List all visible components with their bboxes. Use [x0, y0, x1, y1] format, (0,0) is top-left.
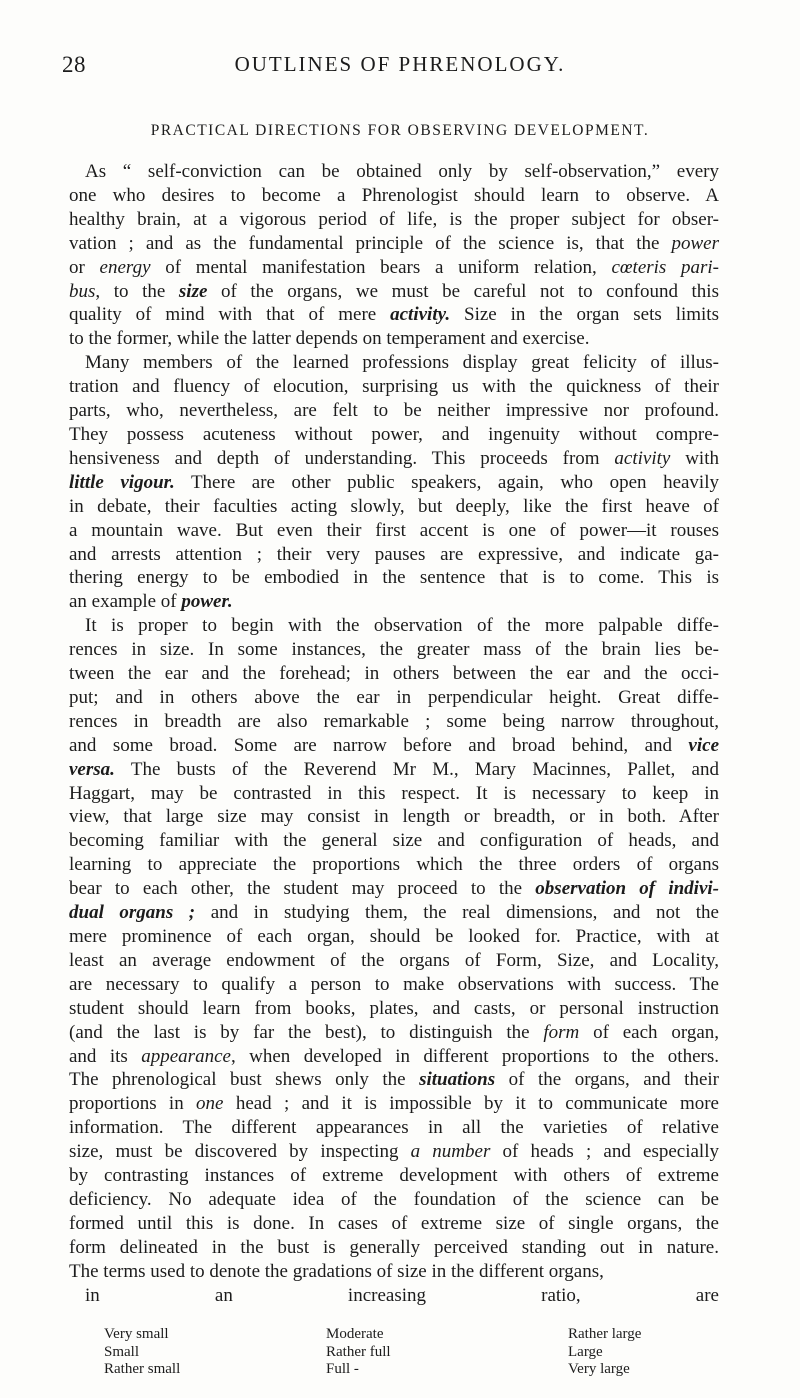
- text-line: [69, 208, 719, 232]
- emphasis-text: vice: [688, 734, 719, 756]
- emphasis-text: energy: [99, 256, 151, 278]
- text-line: [69, 423, 719, 447]
- text-run: bear to each other, the student may proceed to the: [69, 878, 536, 900]
- text-run: or: [69, 256, 100, 278]
- text-line: [69, 184, 719, 208]
- text-run: proportions in: [69, 1093, 197, 1115]
- text-line: [69, 543, 719, 567]
- emphasis-text: one: [196, 1093, 224, 1115]
- emphasis-text: observation of indivi-: [535, 878, 719, 900]
- text-run: a mountain wave. But even their first accent is one of power—it rouses: [69, 519, 719, 541]
- text-line: [69, 853, 719, 877]
- emphasis-text: cœteris pari-: [611, 256, 720, 278]
- text-line: [69, 686, 719, 710]
- emphasis-text: size: [178, 280, 208, 302]
- text-line: [69, 710, 719, 734]
- text-line: [69, 1236, 719, 1260]
- text-line: [69, 447, 719, 471]
- text-line: [69, 805, 719, 829]
- text-line: [69, 662, 719, 686]
- text-line: [69, 1116, 719, 1140]
- text-run: formed until this is done. In cases of extreme size of single organs, the: [69, 1212, 719, 1234]
- text-run: Many members of the learned professions display great felicity of illus-: [85, 352, 719, 374]
- text-line: [69, 327, 719, 351]
- text-run: It is proper to begin with the observation of the more palpable diffe-: [85, 615, 719, 637]
- text-run: tration and fluency of elocution, surprising us with the quickness of their: [69, 376, 719, 398]
- body-text: [69, 160, 719, 1308]
- text-run: form delineated in the bust is generally perceived standing out in nature.: [69, 1236, 719, 1258]
- emphasis-text: activity.: [390, 304, 451, 326]
- text-line: [69, 495, 719, 519]
- text-run: healthy brain, at a vigorous period of life, is the proper subject for obser-: [69, 208, 719, 230]
- text-run: one who desires to become a Phrenologist should learn to observe. A: [69, 184, 719, 206]
- emphasis-text: a number: [410, 1141, 491, 1163]
- emphasis-text: power.: [181, 591, 233, 613]
- text-run: of each organ,: [579, 1021, 719, 1043]
- text-line: [69, 949, 719, 973]
- text-run: deficiency. No adequate idea of the foundation of the science can be: [69, 1188, 719, 1210]
- size-term: Rather large: [568, 1326, 642, 1342]
- text-run: size, must be discovered by inspecting: [69, 1141, 411, 1163]
- text-line: [69, 997, 719, 1021]
- text-line: [69, 375, 719, 399]
- text-line: [69, 829, 719, 853]
- size-gradation-table: [104, 1326, 724, 1379]
- text-line: [69, 566, 719, 590]
- size-term: Moderate: [326, 1326, 384, 1342]
- text-run: There are other public speakers, again, who open heavily: [174, 471, 719, 493]
- text-run: of the organs, we must be careful not to confound this: [207, 280, 719, 302]
- emphasis-text: bus: [69, 280, 96, 302]
- page-number: 28: [62, 52, 86, 77]
- text-line: [69, 1045, 719, 1069]
- size-term: Large: [568, 1343, 603, 1360]
- size-term: Very large: [568, 1361, 630, 1377]
- text-run: vation ; and as the fundamental principle of the science is, that the: [69, 232, 672, 254]
- text-line: [69, 758, 719, 782]
- running-title: OUTLINES OF PHRENOLOGY.: [234, 52, 566, 76]
- text-run: parts, who, nevertheless, are felt to be neither impressive nor profound.: [69, 400, 719, 422]
- text-line: [69, 1212, 719, 1236]
- text-run: of heads ; and especially: [490, 1141, 719, 1163]
- text-run: Size in the organ sets limits: [450, 304, 719, 326]
- text-run: The terms used to denote the gradations of size in the different organs,: [69, 1260, 604, 1282]
- text-line: [69, 160, 719, 184]
- text-run: are necessary to qualify a person to make observations with success. The: [69, 973, 719, 995]
- text-run: information. The different appearances in all the varieties of relative: [69, 1117, 719, 1139]
- text-run: view, that large size may consist in length or breadth, or in both. After: [69, 806, 719, 828]
- text-line: [69, 232, 719, 256]
- text-run: As “ self-conviction can be obtained only by self-observation,” every: [85, 161, 719, 182]
- text-run: student should learn from books, plates, and casts, or personal instruction: [69, 997, 719, 1019]
- text-line: [69, 399, 719, 423]
- text-run: an example of: [69, 591, 182, 613]
- size-term: Rather small: [104, 1361, 181, 1377]
- text-run: in debate, their faculties acting slowly, but deeply, like the first heave of: [69, 495, 719, 517]
- text-line: [69, 590, 719, 614]
- size-term: Full -: [326, 1361, 359, 1377]
- text-run: and some broad. Some are narrow before and broad behind, and: [69, 734, 689, 756]
- text-run: hensiveness and depth of understanding. This proceeds from: [69, 447, 615, 469]
- text-line: [69, 901, 719, 925]
- emphasis-text: dual organs ;: [69, 902, 196, 924]
- text-run: head ; and it is impossible by it to communicate more: [223, 1093, 719, 1115]
- text-line: [69, 734, 719, 758]
- text-line: [69, 471, 719, 495]
- text-run: The phrenological bust shews only the: [69, 1069, 420, 1091]
- emphasis-text: appearance: [141, 1045, 231, 1067]
- text-run: and arrests attention ; their very pauses are expressive, and indicate ga-: [69, 543, 719, 565]
- text-line: [69, 1140, 719, 1164]
- text-line: [69, 351, 719, 375]
- text-line: [69, 1021, 719, 1045]
- text-run: tween the ear and the forehead; in others between the ear and the occi-: [69, 663, 719, 685]
- text-run: with: [670, 447, 719, 469]
- emphasis-text: versa.: [69, 758, 115, 780]
- text-run: in an increasing ratio, are: [85, 1284, 719, 1306]
- text-run: The busts of the Reverend Mr M., Mary Macinnes, Pallet, and: [114, 758, 719, 780]
- emphasis-text: situations: [419, 1069, 496, 1091]
- text-run: and its: [69, 1045, 142, 1067]
- text-run: , when developed in different proportions to the others.: [230, 1045, 719, 1067]
- text-run: to the former, while the latter depends on temperament and exercise.: [69, 328, 590, 350]
- text-run: They possess acuteness without power, and ingenuity without compre-: [69, 423, 719, 445]
- text-line: [69, 1284, 719, 1308]
- emphasis-text: activity: [614, 447, 671, 469]
- text-run: of mental manifestation bears a uniform relation,: [150, 256, 612, 278]
- page-header: [0, 52, 800, 86]
- text-line: [69, 1188, 719, 1212]
- text-run: learning to appreciate the proportions which the three orders of organs: [69, 854, 719, 876]
- text-run: (and the last is by far the best), to distinguish the: [69, 1021, 544, 1043]
- text-line: [69, 519, 719, 543]
- text-line: [69, 280, 719, 304]
- text-line: [69, 925, 719, 949]
- text-run: , to the: [95, 280, 179, 302]
- size-term-column: [104, 1326, 326, 1379]
- text-line: [69, 1260, 719, 1284]
- text-run: becoming familiar with the general size and configuration of heads, and: [69, 830, 719, 852]
- text-line: [69, 1068, 719, 1092]
- text-line: [69, 782, 719, 806]
- text-line: [69, 638, 719, 662]
- text-run: quality of mind with that of mere: [69, 304, 391, 326]
- text-run: Haggart, may be contrasted in this respect. It is necessary to keep in: [69, 782, 719, 804]
- text-line: [69, 1092, 719, 1116]
- size-term: Rather full: [326, 1343, 391, 1360]
- text-line: [69, 973, 719, 997]
- text-run: thering energy to be embodied in the sentence that is to come. This is: [69, 567, 719, 589]
- size-term-column: [326, 1326, 568, 1379]
- text-run: least an average endowment of the organs of Form, Size, and Locality,: [69, 949, 719, 971]
- size-term: Very small: [104, 1326, 169, 1342]
- emphasis-text: little vigour.: [69, 471, 175, 493]
- size-term: Small: [104, 1343, 140, 1360]
- text-line: [69, 614, 719, 638]
- text-line: [69, 877, 719, 901]
- emphasis-text: form: [543, 1021, 580, 1043]
- text-run: by contrasting instances of extreme development with others of extreme: [69, 1165, 719, 1187]
- text-run: and in studying them, the real dimensions, and not the: [195, 902, 719, 924]
- size-term-column: [568, 1326, 724, 1379]
- text-run: rences in size. In some instances, the greater mass of the brain lies be-: [69, 639, 719, 661]
- text-line: [69, 1164, 719, 1188]
- text-run: mere prominence of each organ, should be looked for. Practice, with at: [69, 926, 719, 947]
- text-line: [69, 303, 719, 327]
- emphasis-text: power: [671, 232, 719, 254]
- text-run: of the organs, and their: [495, 1069, 720, 1091]
- text-run: put; and in others above the ear in perpendicular height. Great diffe-: [69, 686, 719, 708]
- text-line: [69, 256, 719, 280]
- section-title: PRACTICAL DIRECTIONS FOR OBSERVING DEVELOPMENT.: [150, 122, 650, 139]
- text-run: rences in breadth are also remarkable ; some being narrow throughout,: [69, 710, 719, 732]
